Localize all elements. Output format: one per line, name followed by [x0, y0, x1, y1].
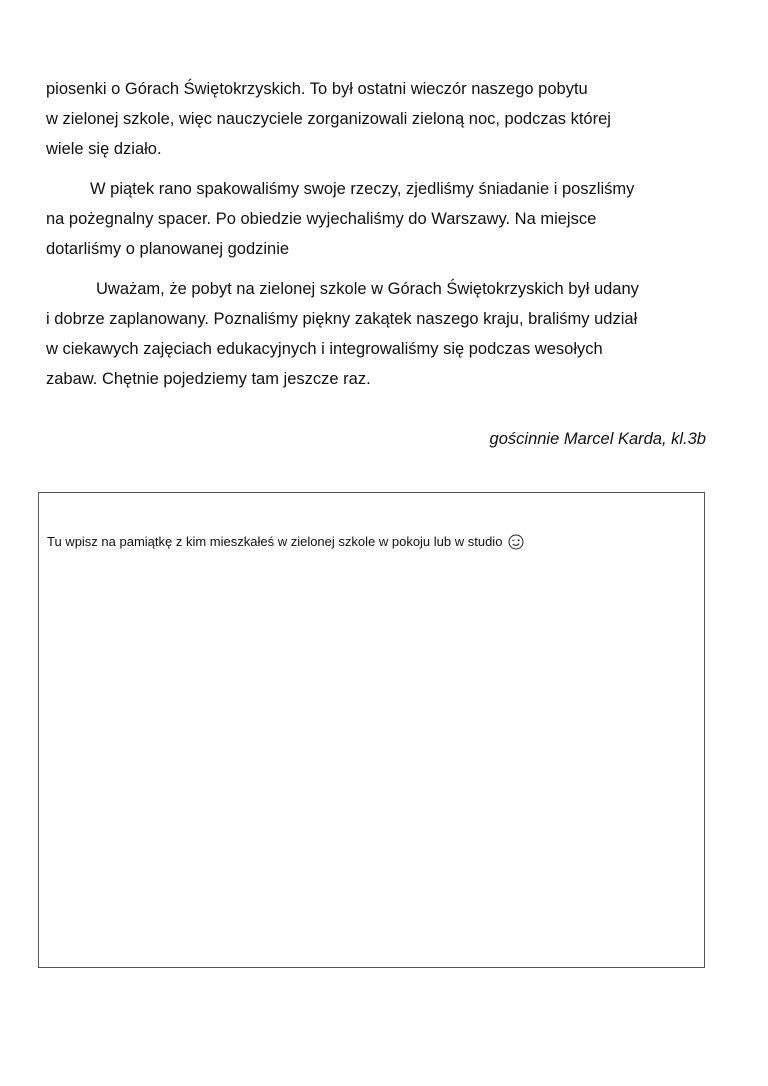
- text-line: w ciekawych zajęciach edukacyjnych i integrowaliśmy się podczas wesołych: [46, 340, 603, 358]
- memo-prompt: [47, 533, 524, 551]
- winking-smiley-icon: [508, 534, 524, 550]
- paragraph-1: [46, 74, 716, 164]
- paragraph-3: [46, 274, 716, 394]
- paragraph-2: [46, 174, 716, 264]
- text-line: w zielonej szkole, więc nauczyciele zorganizowali zieloną noc, podczas której: [46, 110, 611, 128]
- text-line: wiele się działo.: [46, 140, 162, 158]
- author-signature: gościnnie Marcel Karda, kl.3b: [489, 430, 706, 448]
- text-line: na pożegnalny spacer. Po obiedzie wyjechaliśmy do Warszawy. Na miejsce: [46, 210, 597, 228]
- text-line: i dobrze zaplanowany. Poznaliśmy piękny zakątek naszego kraju, braliśmy udział: [46, 310, 638, 328]
- article-body: [46, 74, 716, 394]
- roommates-memo-box[interactable]: [38, 492, 705, 968]
- text-line: piosenki o Górach Świętokrzyskich. To był ostatni wieczór naszego pobytu: [46, 80, 588, 98]
- text-line: dotarliśmy o planowanej godzinie: [46, 240, 290, 258]
- text-line: Uważam, że pobyt na zielonej szkole w Górach Świętokrzyskich był udany: [96, 280, 639, 298]
- text-line: W piątek rano spakowaliśmy swoje rzeczy, zjedliśmy śniadanie i poszliśmy: [90, 180, 635, 198]
- memo-prompt-text: Tu wpisz na pamiątkę z kim mieszkałeś w zielonej szkole w pokoju lub w studio: [47, 534, 503, 549]
- text-line: zabaw. Chętnie pojedziemy tam jeszcze raz.: [46, 370, 371, 388]
